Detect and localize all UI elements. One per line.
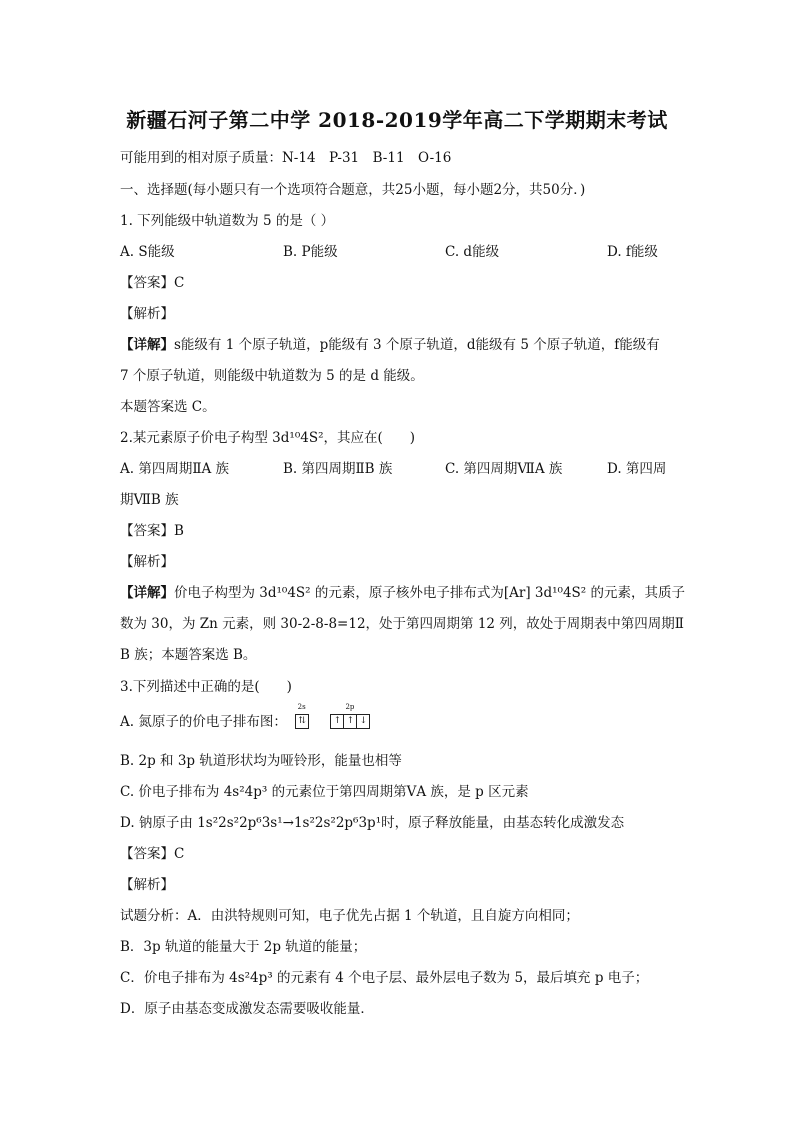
- q1-detail-text-1: s能级有 1 个原子轨道，p能级有 3 个原子轨道，d能级有 5 个原子轨道，f能级有: [174, 337, 660, 353]
- q2-option-c: C. 第四周期ⅦA 族: [445, 461, 563, 477]
- q1-detail-line-2: 7 个原子轨道，则能级中轨道数为 5 的是 d 能级。: [120, 368, 424, 384]
- page-title: 新疆石河子第二中学 2018-2019学年高二下学期期末考试: [126, 108, 668, 132]
- q2-option-d-cont: 期ⅦB 族: [120, 492, 179, 508]
- orbital-box: ⇅: [295, 714, 309, 729]
- q3-analysis-line-3: C．价电子排布为 4s²4p³ 的元素有 4 个电子层、最外层电子数为 5，最后填充 p 电子；: [120, 970, 649, 986]
- q2-analysis-heading: 【解析】: [120, 554, 174, 570]
- orbital-box: ↑: [343, 714, 357, 729]
- atomic-mass-note: 可能用到的相对原子质量：N-14 P-31 B-11 O-16: [120, 150, 452, 166]
- q3-option-a-text: A. 氮原子的价电子排布图：: [120, 714, 287, 730]
- orbital-box: ↑: [330, 714, 344, 729]
- q1-option-d: D. f能级: [607, 244, 658, 260]
- q3-stem: 3.下列描述中正确的是( ): [120, 679, 292, 695]
- q1-detail-line-1: [120, 333, 660, 353]
- section-heading: 一、选择题(每小题只有一个选项符合题意，共25小题，每小题2分，共50分．): [120, 182, 586, 198]
- q1-detail-label: 【详解】: [120, 337, 174, 353]
- q2-stem: 2.某元素原子价电子构型 3d¹⁰4S²，其应在( ): [120, 430, 416, 446]
- q2-detail-line-2: 数为 30，为 Zn 元素，则 30-2-8-8=12，处于第四周期第 12 列，故处于周期表中第四周期Ⅱ: [120, 616, 684, 632]
- q2-detail-text-1: 价电子构型为 3d¹⁰4S² 的元素，原子核外电子排布式为[Ar] 3d¹⁰4S² 的元素，其质子: [174, 585, 686, 601]
- q3-analysis-line-1: 试题分析：A．由洪特规则可知，电子优先占据 1 个轨道，且自旋方向相同；: [120, 908, 579, 924]
- q2-answer: 【答案】B: [120, 523, 184, 539]
- q3-answer: 【答案】C: [120, 846, 185, 862]
- q2-option-a: A. 第四周期ⅡA 族: [120, 461, 230, 477]
- orbital-diagram: [295, 702, 387, 729]
- q3-analysis-line-2: B．3p 轨道的能量大于 2p 轨道的能量；: [120, 939, 367, 955]
- q1-option-a: A. S能级: [120, 244, 175, 260]
- orbital-2s-group: [295, 702, 308, 729]
- q3-analysis-heading: 【解析】: [120, 877, 174, 893]
- q3-option-b: B. 2p 和 3p 轨道形状均为哑铃形，能量也相等: [120, 753, 402, 769]
- q1-analysis-heading: 【解析】: [120, 306, 174, 322]
- orbital-2p-group: [330, 702, 369, 729]
- q3-option-c: C. 价电子排布为 4s²4p³ 的元素位于第四周期第ⅤA 族，是 p 区元素: [120, 784, 529, 800]
- orbital-2s-label: 2s: [297, 702, 306, 711]
- q1-conclusion: 本题答案选 C。: [120, 399, 216, 415]
- q1-answer: 【答案】C: [120, 275, 185, 291]
- q2-detail-label: 【详解】: [120, 585, 174, 601]
- q2-option-d: D. 第四周: [607, 461, 667, 477]
- q3-analysis-line-4: D．原子由基态变成激发态需要吸收能量．: [120, 1001, 374, 1017]
- orbital-2p-label: 2p: [345, 702, 355, 711]
- q1-option-b: B. P能级: [283, 244, 338, 260]
- q2-option-b: B. 第四周期ⅡB 族: [283, 461, 393, 477]
- q1-option-c: C. d能级: [445, 244, 500, 260]
- q2-detail-line-3: B 族；本题答案选 B。: [120, 647, 257, 663]
- q2-detail-line-1: [120, 581, 685, 601]
- orbital-box: ↓: [356, 714, 370, 729]
- q3-option-d: D. 钠原子由 1s²2s²2p⁶3s¹→1s²2s²2p⁶3p¹时，原子释放能量，由基态转化成激发态: [120, 815, 625, 831]
- q1-stem: 1. 下列能级中轨道数为 5 的是（ ）: [120, 213, 335, 229]
- q3-option-a: [120, 702, 387, 731]
